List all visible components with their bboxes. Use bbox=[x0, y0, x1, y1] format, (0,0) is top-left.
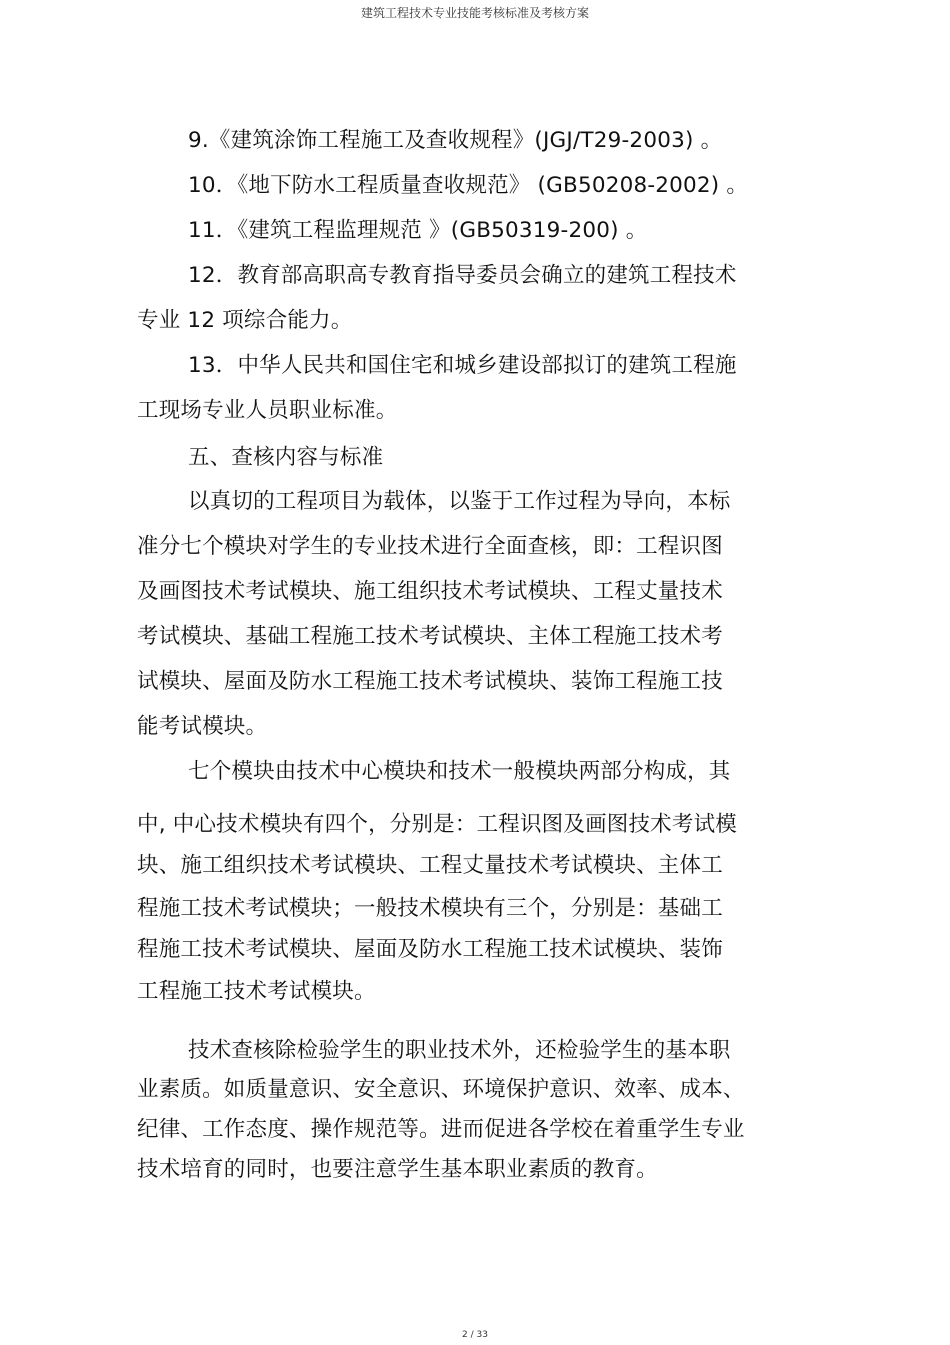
text-line: 准分七个模块对学生的专业技术进行全面查核，即：工程识图 bbox=[137, 534, 723, 559]
text-line: 考试模块、基础工程施工技术考试模块、主体工程施工技术考 bbox=[137, 624, 723, 649]
text-line: 10．《地下防水工程质量查收规范》 (GB50208-2002) 。 bbox=[188, 173, 749, 198]
text-line: 工现场专业人员职业标准。 bbox=[137, 398, 398, 423]
text-line: 五、查核内容与标准 bbox=[188, 445, 384, 470]
text-line: 块、施工组织技术考试模块、工程丈量技术考试模块、主体工 bbox=[137, 853, 723, 878]
text-line: 工程施工技术考试模块。 bbox=[137, 979, 376, 1004]
text-line: 纪律、工作态度、操作规范等。进而促进各学校在着重学生专业 bbox=[137, 1117, 745, 1142]
text-line: 以真切的工程项目为载体，以鉴于工作过程为导向，本标 bbox=[188, 489, 731, 514]
text-line: 12．教育部高职高专教育指导委员会确立的建筑工程技术 bbox=[188, 263, 737, 288]
text-line: 业素质。如质量意识、安全意识、环境保护意识、效率、成本、 bbox=[137, 1077, 745, 1102]
text-line: 专业 12 项综合能力。 bbox=[137, 308, 353, 333]
page-header: 建筑工程技术专业技能考核标准及考核方案 bbox=[360, 6, 589, 20]
text-line: 七个模块由技术中心模块和技术一般模块两部分构成，其 bbox=[188, 759, 731, 784]
text-line: 试模块、屋面及防水工程施工技术考试模块、装饰工程施工技 bbox=[137, 669, 723, 694]
text-line: 9.《建筑涂饰工程施工及查收规程》(JGJ/T29-2003) 。 bbox=[188, 128, 723, 153]
text-line: 技术查核除检验学生的职业技术外，还检验学生的基本职 bbox=[188, 1038, 731, 1063]
text-line: 程施工技术考试模块、屋面及防水工程施工技术试模块、装饰 bbox=[137, 937, 723, 962]
page-number: 2 / 33 bbox=[462, 1330, 488, 1340]
text-line: 11．《建筑工程监理规范 》(GB50319-200) 。 bbox=[188, 218, 648, 243]
text-line: 程施工技术考试模块；一般技术模块有三个，分别是：基础工 bbox=[137, 896, 723, 921]
text-line: 及画图技术考试模块、施工组织技术考试模块、工程丈量技术 bbox=[137, 579, 723, 604]
text-line: 技术培育的同时，也要注意学生基本职业素质的教育。 bbox=[137, 1157, 658, 1182]
text-line: 中, 中心技术模块有四个，分别是：工程识图及画图技术考试模 bbox=[137, 812, 737, 837]
text-line: 13．中华人民共和国住宅和城乡建设部拟订的建筑工程施 bbox=[188, 353, 737, 378]
text-line: 能考试模块。 bbox=[137, 714, 268, 739]
